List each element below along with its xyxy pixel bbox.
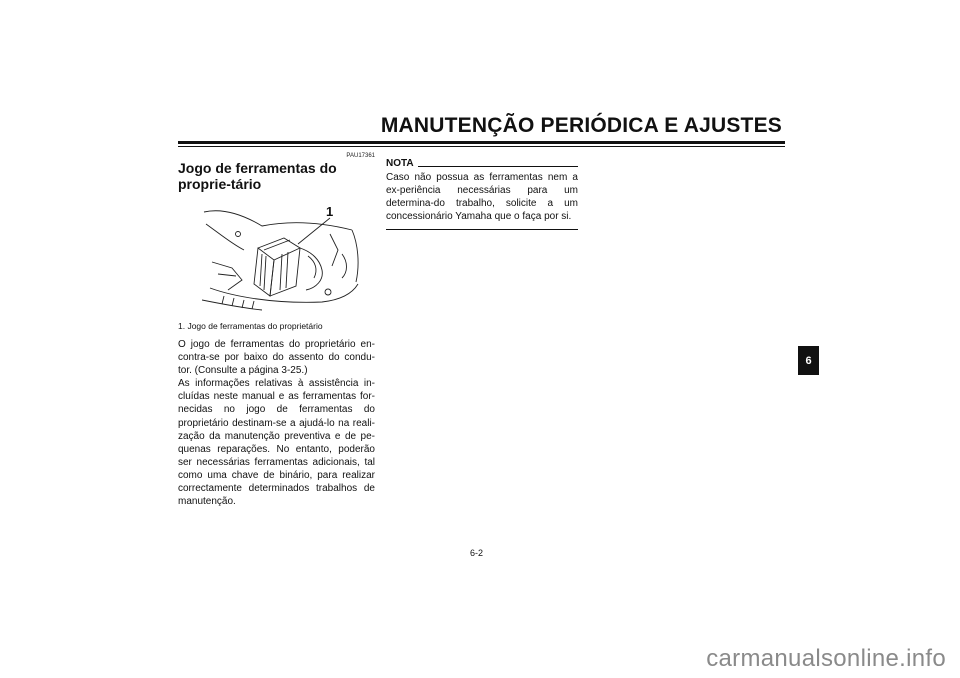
note-box (386, 158, 578, 230)
note-label: NOTA (386, 158, 414, 169)
note-text: Caso não possua as ferramentas nem a ex-periência necessárias para um determina-do trabalho, solicite a um concessionário Yamaha que o faça por si. (386, 172, 578, 223)
header-rule-thin (178, 146, 785, 147)
note-end-rule (386, 229, 578, 230)
section-code: PAU17361 (346, 153, 375, 159)
paragraph-service-info: As informações relativas à assistência in-cluídas neste manual e as ferramentas for-necidas no jogo de ferramentas do proprietário destinam-se a ajudá-lo na reali-zação da manutenção preventiva e de pe-quenas reparações. No entanto, poderão ser necessárias ferramentas adicionais, tal como uma chave de binário, para realizar correctamente determinados trabalhos de manutenção. (178, 378, 375, 508)
body-text (178, 338, 375, 508)
callout-number: 1 (326, 204, 334, 219)
left-column (178, 152, 375, 508)
header-rule (178, 141, 785, 144)
note-heading-rule (418, 166, 578, 167)
toolkit-drawing (202, 204, 362, 316)
chapter-tab: 6 (798, 346, 819, 375)
watermark-text: carmanualsonline.info (706, 645, 946, 672)
paragraph-location: O jogo de ferramentas do proprietário en-contra-se por baixo do assento do condu-tor. (Consulte a página 3-25.) (178, 339, 375, 377)
page-number: 6-2 (470, 548, 484, 558)
section-title: Jogo de ferramentas do proprie-tário (178, 160, 337, 192)
toolkit-illustration (202, 204, 362, 316)
note-heading (386, 158, 578, 169)
page-header-title: MANUTENÇÃO PERIÓDICA E AJUSTES (380, 114, 782, 137)
figure-caption: 1. Jogo de ferramentas do proprietário (178, 321, 323, 331)
